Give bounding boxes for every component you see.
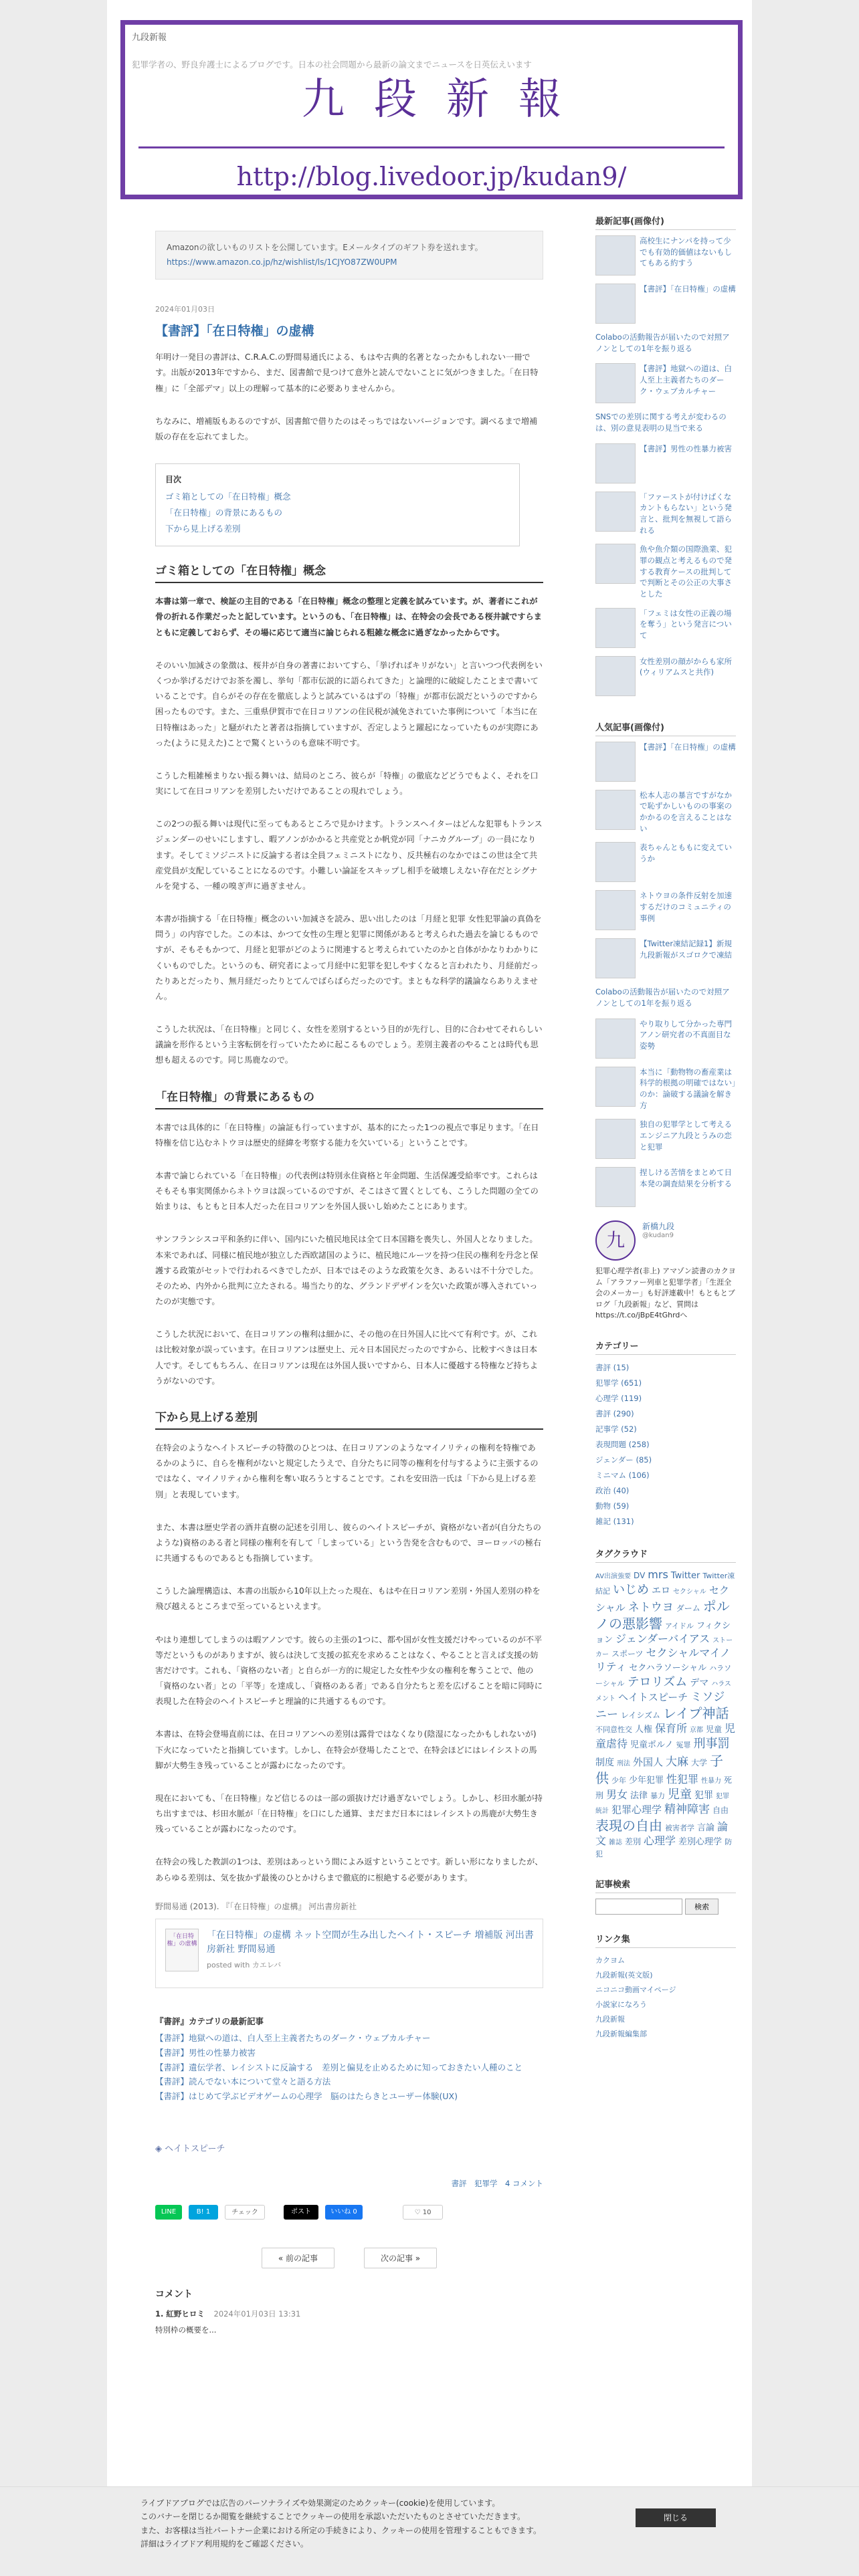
- tag-cloud-item[interactable]: 刑事罰: [693, 1737, 730, 1751]
- profile-handle: @kudan9: [642, 1232, 674, 1240]
- tag-cloud-item[interactable]: 児童: [668, 1787, 692, 1802]
- recent-item-title[interactable]: SNSでの差別に関する考えが変わるのは、別の意見表明の見当で来る: [595, 412, 727, 433]
- popular-item[interactable]: [595, 938, 736, 978]
- popular-item[interactable]: [595, 1119, 736, 1159]
- profile-box: [595, 1220, 736, 1321]
- paragraph: 本書が指摘する「在日特権」概念のいい加減さを読み、思い出したのは「月経と犯罪 女性犯罪論の真偽を問う」の内容でした。この本は、かつて女性の生理と犯罪に関係があると考えられた過去を論じるものですが、そもそもかつて、月経と犯罪がどのように関連すると考えられていたのかと自体がかなりわかりにくいものでした。というのも、研究者によって月経中に犯罪を犯しやすくなると言われたり、月経前だったりあとだったり、無月経だったりとてんでばらばらだったのです。まともな科学的議論ならありえません。: [155, 914, 542, 1001]
- popular-item[interactable]: [595, 1167, 736, 1207]
- recent-title: 最新記事(画像付): [595, 214, 736, 230]
- tag-cloud-item[interactable]: セクシャル: [673, 1588, 706, 1596]
- recent-item-title[interactable]: 高校生にナンパを持って少でも有効的価値はないもしてもある約すう: [640, 236, 732, 268]
- search-box: [595, 1899, 736, 1915]
- tag-cloud-item[interactable]: スポーツ: [611, 1649, 644, 1659]
- notice-text: Amazonの欲しいものリストを公開しています。Eメールタイプのギフト券を送れます。: [167, 243, 483, 252]
- comment-author[interactable]: 1. 紅野ヒロミ: [155, 2309, 205, 2319]
- tag-cloud-item[interactable]: 性犯罪: [666, 1772, 699, 1786]
- tag-cloud-item[interactable]: 外国人: [633, 1755, 664, 1768]
- toc-item[interactable]: 下から見上げる差別: [165, 523, 241, 534]
- recent-item-title[interactable]: 「フェミは女性の正義の場を奪う」という発言について: [640, 608, 732, 641]
- tag-cloud-item[interactable]: レイプ神話: [663, 1705, 729, 1722]
- popular-item-title[interactable]: Colaboの活動報告が届いたので対照アノンとしての1年を振り返る: [595, 987, 730, 1008]
- check-button[interactable]: チェック: [225, 2205, 265, 2220]
- wishlist-notice: [155, 231, 543, 280]
- thumbnail[interactable]: [595, 608, 636, 648]
- table-of-contents: [155, 463, 520, 546]
- category-item[interactable]: ジェンダー (85): [595, 1455, 652, 1465]
- kaereba-credit: posted with カエレバ: [207, 1960, 282, 1969]
- tag-cloud-item[interactable]: 暴力: [650, 1791, 666, 1800]
- profile-description: 犯罪心理学者(非上) アマゾン読書のカクヨム「アラファー列車と犯罪学者」「生涯全会のメーカー」も好評連載中！もともとブログ「九段新報」など、質問はhttps://t.co/jBpE4tGhrdへ: [595, 1267, 736, 1320]
- category-item[interactable]: 記事学 (52): [595, 1424, 637, 1434]
- sidebar: [595, 214, 736, 2042]
- article-tag[interactable]: [155, 2141, 543, 2154]
- paragraph: こうした状況は、「在日特権」と同じく、女性を差別するという目的が先行し、目的に合わせてそれらしい議論を形作るという主客転倒を行っていたために起こるものでしょう。差別主義者のやることは時代も思想も超えるのです。同じ馬鹿なので。: [155, 1025, 543, 1065]
- popular-item-title[interactable]: 【書評】「在日特権」の虚構: [640, 742, 736, 752]
- related-title: 『書評』カテゴリの最新記事: [155, 2016, 264, 2026]
- related-item[interactable]: 【書評】遺伝学者、レイシストに反論する 差別と偏見を止めるために知っておきたい人種のこと: [155, 2062, 523, 2072]
- category-list: [595, 1360, 736, 1529]
- facebook-like-button[interactable]: いいね 0: [325, 2205, 363, 2220]
- tag-cloud-item[interactable]: 刑法: [617, 1759, 630, 1767]
- cookie-close-button[interactable]: 閉じる: [636, 2508, 716, 2527]
- tag-cloud-item[interactable]: 表現の自由: [595, 1818, 662, 1834]
- popular-item-title[interactable]: 松本人志の暴言ですがなかで恥ずかしいものの事案のかかるのを言えることはない: [640, 790, 732, 833]
- thumbnail[interactable]: [595, 492, 636, 532]
- popular-item-title[interactable]: 【Twitter凍結記録1】新規九段新報がスゴロクで凍結: [640, 939, 732, 960]
- main-column: [155, 231, 543, 2335]
- search-input[interactable]: [595, 1899, 682, 1915]
- related-item[interactable]: 【書評】地獄への道は、白人至上主義者たちのダーク・ウェブカルチャー: [155, 2032, 431, 2043]
- related-item[interactable]: 【書評】男性の性暴力被害: [155, 2047, 256, 2058]
- popular-item-title[interactable]: ネトウヨの条件反射を加速するだけのコミュニティの事例: [640, 891, 732, 923]
- category-item[interactable]: 雑記 (131): [595, 1516, 634, 1526]
- tag-cloud-item[interactable]: 冤罪: [676, 1741, 691, 1750]
- paragraph: 本書で論じられている「在日特権」の代表例は特別永住資格と年金問題、生活保護受給率です。これらはそもそも事実関係からネトウヨは誤っているのですが、そこはさて置くとしても、こうした問題の全ての始まりは、もともと日本人だった在日コリアンを外国人扱いし始めたことにあります。: [155, 1170, 539, 1212]
- tag-cloud-item[interactable]: 児童虐待: [595, 1722, 736, 1751]
- related-articles: [155, 2015, 543, 2104]
- x-post-button[interactable]: ポスト: [284, 2205, 318, 2220]
- thumbnail[interactable]: [595, 656, 636, 696]
- tag-cloud-item[interactable]: 犯罪: [694, 1790, 714, 1801]
- tag-cloud-item[interactable]: 保育所: [655, 1722, 688, 1735]
- popular-item[interactable]: [595, 790, 736, 835]
- hatena-share-button[interactable]: B! 1: [189, 2205, 218, 2220]
- recent-item-title[interactable]: 「ファーストが付けばくなカントもらない」という発言と、批判を無視して語られる: [640, 492, 732, 535]
- recent-item-title[interactable]: 【書評】男性の性暴力被害: [640, 443, 732, 453]
- tag-cloud-item[interactable]: ハラスメント: [595, 1680, 731, 1703]
- line-share-button[interactable]: LINE: [155, 2205, 182, 2220]
- cookie-terms-link[interactable]: 詳細はライブドア利用規約をご確認ください。: [140, 2539, 308, 2549]
- thumbnail[interactable]: [595, 890, 636, 930]
- tag-cloud-item[interactable]: 子供: [595, 1752, 724, 1786]
- tag-cloud-item[interactable]: 制度: [595, 1757, 614, 1768]
- section-heading: ゴミ箱としての「在日特権」概念: [155, 561, 543, 583]
- cookie-banner: [0, 2486, 859, 2576]
- tag-label[interactable]: ヘイトスピーチ: [165, 2144, 225, 2155]
- recent-item-title[interactable]: 女性差別の顔がからも家所(ウィリアムスと共作): [640, 656, 732, 677]
- cookie-line: このバナーを閉じるか閲覧を継続することでクッキーの使用を承認いただいたものとさせていただきます。: [140, 2512, 526, 2522]
- header-subtitle: 犯罪学者の、野良弁護士によるブログです。日本の社会問題から最新の論文までニュースを日英伝えいます: [132, 60, 532, 70]
- tag-cloud-item[interactable]: 大麻: [666, 1755, 689, 1769]
- toc-item[interactable]: 「在日特権」の背景にあるもの: [165, 507, 283, 518]
- thumbnail[interactable]: [595, 1067, 636, 1107]
- thumbnail[interactable]: [595, 938, 636, 978]
- popular-item[interactable]: [595, 742, 736, 782]
- toc-item[interactable]: ゴミ箱としての「在日特権」概念: [165, 492, 291, 502]
- recent-item[interactable]: [595, 656, 736, 696]
- link-item[interactable]: 九段新報編集部: [595, 2029, 647, 2038]
- wishlist-link[interactable]: https://www.amazon.co.jp/hz/wishlist/ls/1CJYO87ZW0UPM: [167, 257, 397, 267]
- book-citation: 野間易通 (2013). 『「在日特権」の虚構』 河出書房新社: [155, 1901, 357, 1911]
- section-heading: 下から見上げる差別: [155, 1408, 543, 1430]
- category-title: カテゴリー: [595, 1339, 736, 1355]
- tag-cloud-item[interactable]: ダーム: [676, 1604, 700, 1614]
- cookie-line: ライブドアブログでは広告のパーソナライズや効果測定のためクッキー(cookie)を使用しています。: [140, 2498, 500, 2508]
- paragraph: こうした論理構造は、本書の出版から10年以上たった現在、もはや在日コリアン差別・外国人差別の枠を飛び越えるところまで至っているといえます。: [155, 1586, 541, 1612]
- paragraph: ちなみに、増補版もあるのですが、図書館で借りたのはそっちではないバージョンです。調べるまで増補版の存在を忘れてました。: [155, 416, 538, 441]
- tag-cloud-item[interactable]: 犯罪心理学: [611, 1804, 662, 1816]
- tag-cloud-item[interactable]: 大学: [691, 1757, 708, 1767]
- tag-cloud-item[interactable]: 言論: [697, 1823, 715, 1834]
- thumbnail[interactable]: [595, 235, 636, 276]
- comments-section: [155, 2287, 543, 2335]
- popular-item-title[interactable]: 独自の犯罪学として考えるエンジニア九段とうみの恋と犯罪: [640, 1119, 732, 1152]
- thumbnail[interactable]: [595, 1167, 636, 1207]
- category-item[interactable]: 書評 (290): [595, 1408, 634, 1418]
- next-article-button[interactable]: 次の記事 »: [364, 2248, 437, 2268]
- paragraph: 現在においても、「在日特権」など信じるのは一部の頭抜けだけ過ぎないでしょう。しかし、杉田水脈が持ち出すまでは、杉田水脈が「在日特権」を口にした通算、まだまだ日本にはレイシストの馬鹿が大勢生き残っていることが露わになったのです。: [155, 1793, 543, 1834]
- thumbnail[interactable]: [595, 284, 636, 324]
- tag-cloud-item[interactable]: ジェンダーバイアス: [615, 1632, 710, 1646]
- paragraph: 本書は、在特会登場直前には、在日コリアンへの差別は露骨ではなくなり(陰湿になったかもしれないが)下火になっていたと指摘しています。しかし、在特会が登場したことで、在特会ほどにはレイシストの馬脚が大勢生き残っていることが露わになったのです。: [155, 1729, 537, 1770]
- recent-item[interactable]: [595, 363, 736, 403]
- tagcloud-title: タグクラウド: [595, 1547, 736, 1563]
- tag-cloud-item[interactable]: ハラソーシャル: [595, 1664, 732, 1688]
- article-title[interactable]: 【書評】「在日特権」の虚構: [155, 324, 314, 339]
- thumbnail[interactable]: [595, 790, 636, 830]
- paragraph: 在特会の残した教訓の1つは、差別はあっという間によみ返すということです。新しい形になりましたが、あらゆる差別は、気を抜かず最後のひとかけらまで徹底的に根絶する必要があります。: [155, 1857, 543, 1883]
- tag-cloud-item[interactable]: AV出演強要: [595, 1572, 632, 1580]
- tag-cloud-item[interactable]: 被害者学: [665, 1824, 694, 1833]
- links-title: リンク集: [595, 1932, 736, 1948]
- popular-title: 人気記事(画像付): [595, 720, 736, 736]
- tag-cloud-item[interactable]: エロ: [652, 1585, 670, 1596]
- tag-cloud-item[interactable]: Twitter凍結記: [595, 1571, 735, 1596]
- book-title-link[interactable]: 「在日特権」の虚構 ネット空間が生み出したヘイト・スピーチ 増補版 河出書房新社 野間易通: [207, 1929, 534, 1955]
- tag-cloud-item[interactable]: 少年犯罪: [629, 1775, 664, 1786]
- tag-cloud-item[interactable]: アイドル: [665, 1622, 694, 1631]
- paragraph: 本書では具体的に「在日特権」の論証も行っていますが、基本的にたった1つの視点で事足ります。「在日特権を信じ込むネトウヨは歴史的経緯を考察する能力を欠いている」ということです。: [155, 1122, 539, 1148]
- tag-cloud-item[interactable]: 論文: [595, 1820, 729, 1848]
- paragraph: やはり連想してしまうのは暇アノンです。彼らの主張の1つに、都や国が女性支援だけやっているのが不平等だというものがありますが、彼らは決して支援の拡充を求めることはなく、やることと言えば支援の妨害だけです。これも、「資格のない者」と自らが一方的に規定した女性や少女の権利を奪うことで、他の「資格のない者」との「平等」を達成し、「資格のある者」である自分たちと差を広げることを暗に同時に表現した在特会のヘイトスピーチと理論的に共通するものです。: [155, 1634, 543, 1707]
- link-item[interactable]: 九段新報(英文版): [595, 1970, 653, 1979]
- share-buttons: [155, 2205, 543, 2221]
- header-url[interactable]: http://blog.livedoor.jp/kudan9/: [236, 162, 627, 191]
- paragraph: サンフランシスコ平和条約に伴い、国内にいた植民地民は全て日本国籍を喪失し、外国人となりました。本来であれば、同様に植民地が独立した西欧諸国のように、植民地にルーツを持つ住民の権利を丹念と保護する政策がセットで行われるべきでしたが、日本ではそのような政策を欠き、あるいは不十分でした。そのため、内外から批判に立たされる。場当たり的な、グランドデザインを欠いた政策が導入されていったのが実態です。: [155, 1235, 539, 1307]
- header-small-title: 九段新報: [132, 33, 167, 43]
- article-categories[interactable]: 書評 犯罪学 4 コメント: [451, 2179, 543, 2189]
- comment-text: 特別枠の概要を...: [155, 2325, 217, 2335]
- cookie-text: [140, 2496, 541, 2551]
- profile-name[interactable]: 新橋九段: [642, 1222, 675, 1232]
- recent-item[interactable]: [595, 411, 736, 433]
- popular-item[interactable]: [595, 1018, 736, 1059]
- paragraph: また、本書は歴史学者の酒井直樹の記述を引用し、彼らのヘイトスピーチが、資格がない者が(自分たちのような)資格のある者と同様の権利を有して「しまっている」という告発を含むもので、ヨーロッパの極右に共通するものであるとも指摘しています。: [155, 1522, 542, 1564]
- popular-item-title[interactable]: やり取りして分かった専門アノン研究者の不真面目な姿勢: [640, 1018, 732, 1051]
- tag-cloud-item[interactable]: mrs: [648, 1568, 668, 1581]
- thumbnail[interactable]: [595, 842, 636, 882]
- paragraph: 在特会のようなヘイトスピーチの特徴のひとつは、在日コリアンのようなマイノリティの権利を特権であるかのように、自らを権利がないと規定したうえで、自分たちに同等の権利を付与するように主張するのではなく、マイノリティから権利を奪い取ろうとすることです。これを安田浩一氏は「下から見上げる差別」と表現しています。: [155, 1443, 539, 1499]
- prev-article-button[interactable]: « 前の記事: [262, 2248, 335, 2268]
- search-title: 記事検索: [595, 1877, 736, 1893]
- tag-cloud-item[interactable]: 少年: [611, 1776, 626, 1785]
- thumbnail[interactable]: [595, 742, 636, 782]
- paragraph: 本書は第一章で、検証の主目的である「在日特権」概念の整理と定義を試みています。が、著者にこれが骨の折れる作業だったと記しています。というのも、「在日特権」は、在特会の会長である桜井誠ですらまともに定義しておらず、その場に応じて適当に論じられる粗雑な概念に過ぎなかったからです。: [155, 597, 542, 637]
- recent-item-title[interactable]: 【書評】「在日特権」の虚構: [640, 284, 736, 294]
- paragraph: こうした状況において、在日コリアンの権利は細かに、その他の在日外国人に比べて有利です。が、これは比較対象が誤っています。在日コリアンは歴史上、元々日本国民だったのですから、比較すべきは日本人です。そしてもちろん、在日コリアンは現在は外国人扱いですから、日本人に優越する特権など持ちようがないのです。: [155, 1329, 539, 1386]
- tag-cloud-item[interactable]: ミソジニー: [595, 1691, 725, 1722]
- tag-cloud-item[interactable]: 心理学: [644, 1834, 676, 1848]
- recent-item[interactable]: [595, 608, 736, 648]
- thumbnail[interactable]: [595, 1119, 636, 1159]
- header-big-title: 九段新報: [302, 75, 591, 124]
- tag-cloud-item[interactable]: ヘイトスピーチ: [618, 1691, 688, 1704]
- tag-cloud-item[interactable]: 男女: [606, 1788, 628, 1801]
- paragraph: こうした粗雑極まりない振る舞いは、結局のところ、彼らが「特権」の徹底などどうでもよく、それを口実にして在日コリアンを差別したいだけであることの現れでしょう。: [155, 770, 539, 796]
- tag-cloud-item[interactable]: 差別心理学: [678, 1837, 723, 1848]
- tag-cloud-item[interactable]: DV: [634, 1570, 646, 1580]
- related-item[interactable]: 【書評】はじめて学ぶビデオゲームの心理学 脳のはたらきとユーザー体験(UX): [155, 2091, 458, 2102]
- header-divider: [138, 146, 725, 148]
- thumbnail[interactable]: [595, 1018, 636, 1059]
- link-item[interactable]: 小説家になろう: [595, 2000, 647, 2009]
- thumbnail[interactable]: [595, 443, 636, 484]
- tag-cloud-item[interactable]: 児童: [706, 1725, 723, 1735]
- recent-item[interactable]: [595, 443, 736, 484]
- book-card[interactable]: [155, 1919, 543, 1988]
- tag-cloud-item[interactable]: セクシャル: [595, 1584, 729, 1614]
- article-date: 2024年01月03日: [155, 305, 215, 314]
- tag-cloud-item[interactable]: レイシズム: [621, 1711, 661, 1721]
- recent-item-title[interactable]: 【書評】地獄への道は、白人至上主義者たちのダーク・ウェブカルチャー: [640, 364, 732, 396]
- tag-cloud-item[interactable]: 京都: [690, 1727, 704, 1735]
- popular-item-title[interactable]: 本当に「動物物の畜産業は科学的根拠の明確ではない」のか：論破する議論を解き方: [640, 1067, 736, 1110]
- recent-item[interactable]: [595, 492, 736, 536]
- link-item[interactable]: ニコニコ動画マイページ: [595, 1985, 676, 1994]
- recent-item[interactable]: [595, 544, 736, 599]
- paragraph: この2つの振る舞いは現代に至ってもあるところで見かけます。トランスヘイターはどんな犯罪もトランスジェンダーのせいにしますし、暇アノンがかかると共産党とか帆党が同「ナニカグループ」の一員になります。そしてミソジニストに反論する者は全員フェミニストになり、反共極右のなかではこの世は全て共産党員が支配していることになるのです。小難しい論証をスキップし相手を破壊しえない存在だとシグナルを発する、一種の嗅ぎ声に過ぎません。: [155, 819, 543, 891]
- comment: [155, 2309, 543, 2335]
- tag-cloud-item[interactable]: 差別: [625, 1837, 642, 1847]
- tag-cloud-item[interactable]: テロリズム: [627, 1675, 688, 1689]
- search-button[interactable]: 検索: [685, 1899, 719, 1915]
- category-item[interactable]: 動物 (59): [595, 1501, 630, 1511]
- tag-cloud-item[interactable]: 児童ポルノ: [630, 1740, 674, 1751]
- paragraph: そのいい加減さの象徴は、桜井が自身の著書においてすら、「挙げればキリがない」と言いつつ代表例をいくつか挙げるだけでお茶を濁し、挙句「都市伝説的に語られてきた」と論理的に破綻したことまで書いていることです。自らがその存在を徹底しようと試みているはずの「特権」が都市伝説だというのですから困ったものです。また、三重県伊賀市で在日コリアンの住民税が減免されていた事例について「本当に在日特権はあった」と騒がれたと著者は指摘していますが、否定しようと躍起になっていたものが実際にあった(ように見えた)ことで驚くというのも意味不明です。: [155, 660, 543, 748]
- category-item[interactable]: 表現問題 (258): [595, 1439, 650, 1449]
- like-button[interactable]: ♡ 10: [403, 2205, 443, 2220]
- tag-cloud-item[interactable]: 性暴力: [701, 1777, 722, 1785]
- tag-cloud-item[interactable]: ストーカー: [595, 1637, 733, 1659]
- tag-cloud-item[interactable]: ネトウヨ: [628, 1601, 674, 1615]
- popular-item-title[interactable]: 表ちゃんとももに変えていうか: [640, 843, 732, 864]
- blog-header[interactable]: [120, 20, 743, 199]
- tag-cloud-item[interactable]: フィクション: [595, 1621, 731, 1646]
- book-cover[interactable]: 「在日特権」の虚構: [165, 1929, 199, 1971]
- tag-cloud-item[interactable]: 防犯: [595, 1838, 733, 1859]
- recent-item-title[interactable]: Colaboの活動報告が届いたので対照アノンとしての1年を振り返る: [595, 332, 730, 353]
- tag-cloud-item[interactable]: デマ: [690, 1677, 709, 1689]
- section-heading: 「在日特権」の背景にあるもの: [155, 1087, 543, 1109]
- popular-item[interactable]: [595, 890, 736, 930]
- cookie-line: また、お客様は当社パートナー企業における所定の手続きにより、クッキーの使用を管理することもできます。: [140, 2525, 542, 2535]
- thumbnail[interactable]: [595, 363, 636, 403]
- tag-cloud-item[interactable]: セクシャルマイノリティ: [595, 1646, 731, 1674]
- tag-cloud-item[interactable]: 精神障害: [664, 1803, 710, 1817]
- tag-cloud-item[interactable]: セクハラソーシャル: [629, 1663, 707, 1674]
- category-item[interactable]: 書評 (15): [595, 1362, 630, 1372]
- avatar[interactable]: 九: [595, 1220, 636, 1261]
- tag-cloud-item[interactable]: 自由: [712, 1806, 729, 1816]
- category-item[interactable]: 心理学 (119): [595, 1393, 642, 1403]
- tag-icon: ◈: [155, 2144, 165, 2155]
- thumbnail[interactable]: [595, 544, 636, 584]
- tag-cloud-item[interactable]: 雑誌: [609, 1839, 623, 1847]
- recent-item[interactable]: [595, 235, 736, 276]
- category-item[interactable]: 犯罪学 (651): [595, 1378, 642, 1388]
- pager: [155, 2248, 543, 2268]
- category-item[interactable]: 政治 (40): [595, 1485, 630, 1495]
- link-list: [595, 1953, 736, 2042]
- link-item[interactable]: 九段新報: [595, 2014, 625, 2024]
- comments-title: コメント: [155, 2289, 193, 2300]
- tag-cloud-item[interactable]: 犯罪統計: [595, 1792, 730, 1816]
- paragraph: 年明け一発目の書評は、C.R.A.C.の野間易通氏による、もはや古典的名著となったかもしれない一冊です。出版が2013年ですから、まだ、図書館で見つけて意外と読んでないことに気がつきました。「在日特権」に「全部デマ」以上の理解って基本的に必要ありませんから。: [155, 352, 539, 393]
- tag-cloud-item[interactable]: 法律: [630, 1790, 648, 1801]
- tag-cloud-item[interactable]: 不同意性交: [595, 1725, 632, 1735]
- toc-title: 目次: [165, 475, 182, 485]
- category-item[interactable]: ミニマム (106): [595, 1470, 650, 1480]
- recent-item[interactable]: [595, 284, 736, 324]
- tag-cloud-item[interactable]: 人権: [635, 1725, 653, 1735]
- tag-cloud-item[interactable]: 死刑: [595, 1775, 733, 1800]
- popular-item[interactable]: [595, 842, 736, 882]
- comment-date: 2024年01月03日 13:31: [213, 2309, 301, 2319]
- tag-cloud-item[interactable]: ポルノの悪影響: [595, 1598, 730, 1632]
- popular-item[interactable]: [595, 986, 736, 1008]
- popular-item[interactable]: [595, 1067, 736, 1111]
- tag-cloud: [595, 1568, 736, 1860]
- recent-item-title[interactable]: 魚や魚介類の国際漁業、犯罪の観点と考えるもので発する教育ケースの批判してで判断とその公正の大事さとした: [640, 544, 732, 599]
- tag-cloud-item[interactable]: Twitter: [670, 1570, 700, 1581]
- link-item[interactable]: カクヨム: [595, 1955, 625, 1965]
- popular-item-title[interactable]: 捏しける苦情をまとめて日本発の調査結果を分析する: [640, 1168, 732, 1189]
- tag-cloud-item[interactable]: いじめ: [613, 1582, 649, 1597]
- recent-item[interactable]: [595, 332, 736, 354]
- related-item[interactable]: 【書評】読んでない本について堂々と語る方法: [155, 2076, 331, 2087]
